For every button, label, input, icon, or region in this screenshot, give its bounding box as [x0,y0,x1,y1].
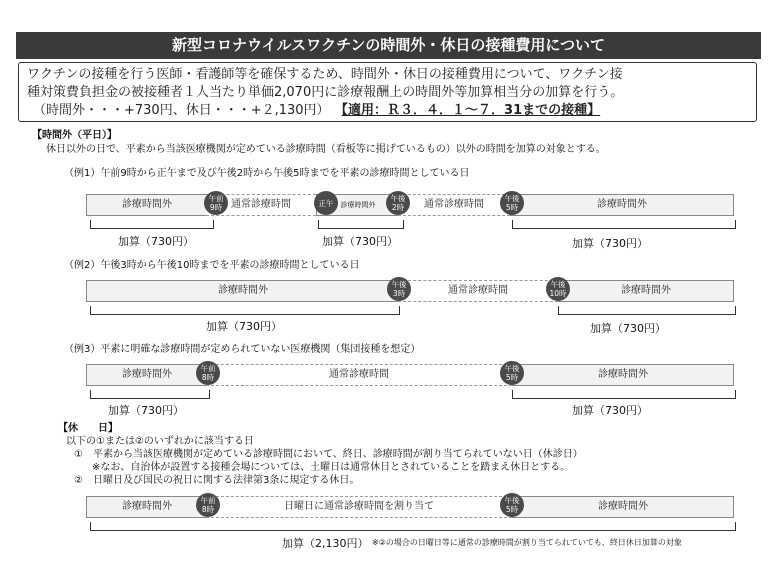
ex1-add2: 加算（730円） [322,235,398,248]
ex1-brace1 [90,220,214,229]
holiday-heading: 【休 日】 [58,423,118,434]
ex4-note: ※②の場合の日曜日等に通常の診療時間が割り当てられていても、終日休日加算の対象 [372,538,682,547]
overtime-heading: 【時間外（平日）】 [32,130,117,141]
ex4-time-marker-8am: 午前 8時 [196,493,220,517]
ex1-seg-regular2: 通常診療時間 [398,194,510,216]
ex3-seg-outside2: 診療時間外 [512,364,734,386]
ex4-brace [90,522,736,531]
holiday-item1: ① 平素から当該医療機関が定めている診療時間において、終日、診療時間が割り当てられていない日（休診日） [74,449,583,460]
ex4-seg-outside2: 診療時間外 [512,496,734,518]
ex2-add2: 加算（730円） [590,322,666,335]
ex2-seg-outside1: 診療時間外 [86,280,400,302]
ex3-add2: 加算（730円） [572,404,648,417]
ex2-seg-outside2: 診療時間外 [558,280,734,302]
page-title: 新型コロナウイルスワクチンの時間外・休日の接種費用について [16,32,761,59]
ex1-add3: 加算（730円） [572,237,648,250]
ex2-add1: 加算（730円） [206,320,282,333]
intro-highlight: 【適用：Ｒ３．４．１〜７．31までの接種】 [341,103,601,118]
ex2-brace2 [558,306,736,315]
intro-box [18,62,757,122]
ex3-seg-outside1: 診療時間外 [86,364,208,386]
ex1-add1: 加算（730円） [118,235,194,248]
intro-line1: ワクチンの接種を行う医師・看護師等を確保するため、時間外・休日の接種費用について、ワクチン接 [27,67,623,82]
ex4-time-marker-5pm: 午後 5時 [500,493,524,517]
holiday-intro: 以下の①または②のいずれかに該当する日 [66,436,254,447]
ex3-time-marker-8am: 午前 8時 [196,361,220,385]
ex1-label: （例1）午前9時から正午まで及び午後2時から午後5時までを平素の診療時間としている日 [64,168,470,179]
overtime-desc: 休日以外の日で、平素から当該医療機関が定めている診療時間（看板等に掲げているもの）以外の時間を加算の対象とする。 [46,144,606,155]
ex2-bar [86,280,734,302]
ex3-brace1 [90,390,210,399]
ex4-bar [86,496,734,518]
ex2-time-marker-10pm: 午後 10時 [546,277,570,301]
ex2-brace1 [90,306,400,315]
ex3-bar [86,364,734,386]
ex3-time-marker-5pm: 午後 5時 [500,361,524,385]
intro-line3 [27,102,748,120]
ex4-add: 加算（2,130円） [282,537,369,550]
ex3-add1: 加算（730円） [108,404,184,417]
ex1-seg-outside3: 診療時間外 [510,194,734,216]
ex2-time-marker-3pm: 午後 3時 [387,277,411,301]
ex3-brace2 [512,390,736,399]
ex1-seg-outside2: 診療時間外 [316,194,400,216]
holiday-item2: ② 日曜日及び国民の祝日に関する法律第3条に規定する休日。 [74,475,360,486]
ex3-seg-regular: 通常診療時間 [206,364,512,386]
ex2-seg-regular: 通常診療時間 [398,280,558,302]
ex4-seg-regular: 日曜日に通常診療時間を割り当て [206,496,512,518]
intro-line2: 種対策費負担金の被接種者１人当たり単価2,070円に診療報酬上の時間外等加算相当分の加算を行う。 [27,85,624,100]
ex4-seg-outside1: 診療時間外 [86,496,208,518]
ex1-brace3 [512,220,736,229]
ex1-time-marker-2pm: 午後 2時 [386,191,410,215]
holiday-note: ※なお、自治体が設置する接種会場については、土曜日は通常休日とされていることを踏まえ休日とする。 [92,462,571,473]
ex1-time-marker-noon: 正午 [314,191,338,215]
ex1-time-marker-9am: 午前 9時 [204,191,228,215]
ex1-brace2 [318,220,404,229]
ex2-label: （例2）午後3時から午後10時までを平素の診療時間としている日 [64,260,360,271]
ex1-time-marker-5pm: 午後 5時 [500,191,524,215]
ex1-seg-outside1: 診療時間外 [86,194,208,216]
intro-amounts: （時間外・・・+730円、休日・・・+２,130円） [33,103,330,118]
ex1-bar [86,194,734,216]
ex3-label: （例3）平素に明確な診療時間が定められていない医療機関（集団接種を想定） [64,344,421,355]
ex1-seg-regular1: 通常診療時間 [206,194,316,216]
